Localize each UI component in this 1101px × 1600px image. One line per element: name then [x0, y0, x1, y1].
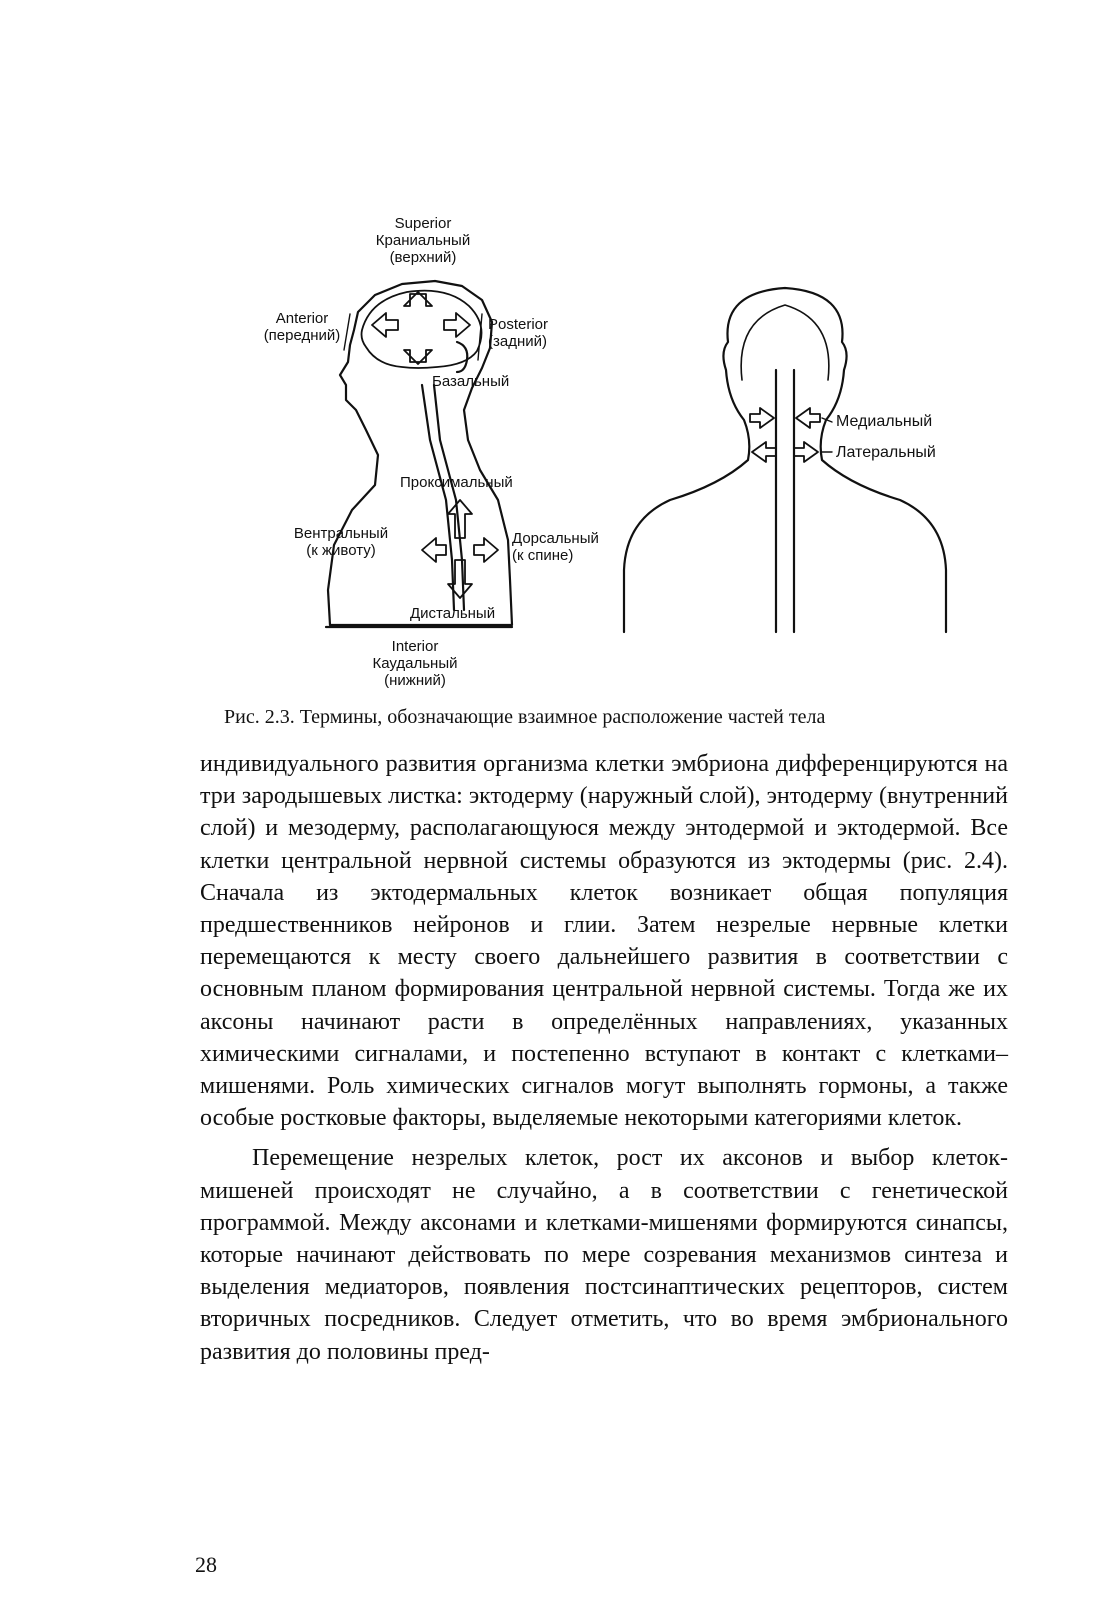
label-dorsal-line2: (к спине) [512, 547, 574, 564]
label-basal: Базальный [432, 373, 510, 390]
brain-outline [362, 291, 482, 368]
body-text [200, 748, 1008, 1368]
label-medial: Медиальный [836, 413, 933, 430]
label-ventral-line2: (к животу) [306, 542, 376, 559]
label-posterior [488, 316, 548, 350]
paragraph-2: Перемещение незрелых клеток, рост их аксонов и выбор клеток-мишеней происходят не случайно, а в соответствии с генетической программой. Между аксонами и клетками-мишенями формируются синапсы, которые начинают действовать по мере созревания механизмов синтеза и выделения медиаторов, появления постсинаптических рецепторов, систем вторичных посредников. Следует отметить, что во время эмбрионального развития до половины пред- [200, 1145, 1008, 1365]
page-number: 28 [195, 1552, 217, 1577]
label-anterior-line1: Anterior [275, 310, 329, 327]
neck-arrows [750, 408, 820, 462]
figure-drawing [0, 0, 1101, 720]
label-interior-line2: Каудальный [372, 655, 458, 672]
label-interior-line3: (нижний) [384, 672, 446, 689]
label-anterior-line2: (передний) [263, 327, 341, 344]
label-dorsal [512, 530, 599, 564]
label-anterior [252, 310, 352, 344]
label-interior [360, 638, 470, 689]
label-ventral [286, 525, 396, 559]
label-superior-line3: (верхний) [389, 249, 457, 266]
spinal-cord-right [776, 370, 794, 632]
label-interior-line1: Interior [391, 638, 439, 655]
paragraph-1: индивидуального развития организма клетки эмбриона дифференцируются на три зародышевых листка: эктодерму (наружный слой), энтодерму (внутренний слой) и мезодерму, располагающуюся между энтодермой и эктодермой. Все клетки центральной нервной системы образуются из эктодермы (рис. 2.4). Сначала из эктодермальных клеток возникает общая популяция предшественников нейронов и глии. Затем незрелые нервные клетки перемещаются к месту своего дальнейшего развития в соответствии с основным планом формирования центральной нервной системы. Тогда же их аксоны начинают расти в определённых направлениях, указанных химическими сигналами, и постепенно вступают в контакт с клетками–мишенями. Роль химических сигналов могут выполнять гормоны, а также особые ростковые факторы, выделяемые некоторыми категориями клеток. [200, 751, 1008, 1132]
label-posterior-line1: Posterior [488, 316, 549, 333]
label-superior-line1: Superior [394, 215, 452, 232]
label-lateral: Латеральный [836, 444, 936, 461]
label-superior-line2: Краниальный [375, 232, 471, 249]
label-proximal: Проксимальный [400, 474, 513, 491]
label-dorsal-line1: Дорсальный [512, 530, 599, 547]
head-arrows [372, 292, 470, 364]
label-posterior-line2: (задний) [488, 333, 548, 350]
label-distal: Дистальный [410, 605, 496, 622]
label-ventral-line1: Вентральный [293, 525, 389, 542]
label-superior [368, 215, 478, 266]
profile-silhouette [328, 281, 512, 625]
figure-caption: Рис. 2.3. Термины, обозначающие взаимное расположение частей тела [224, 706, 826, 728]
body-orientation-figure [0, 0, 1101, 720]
